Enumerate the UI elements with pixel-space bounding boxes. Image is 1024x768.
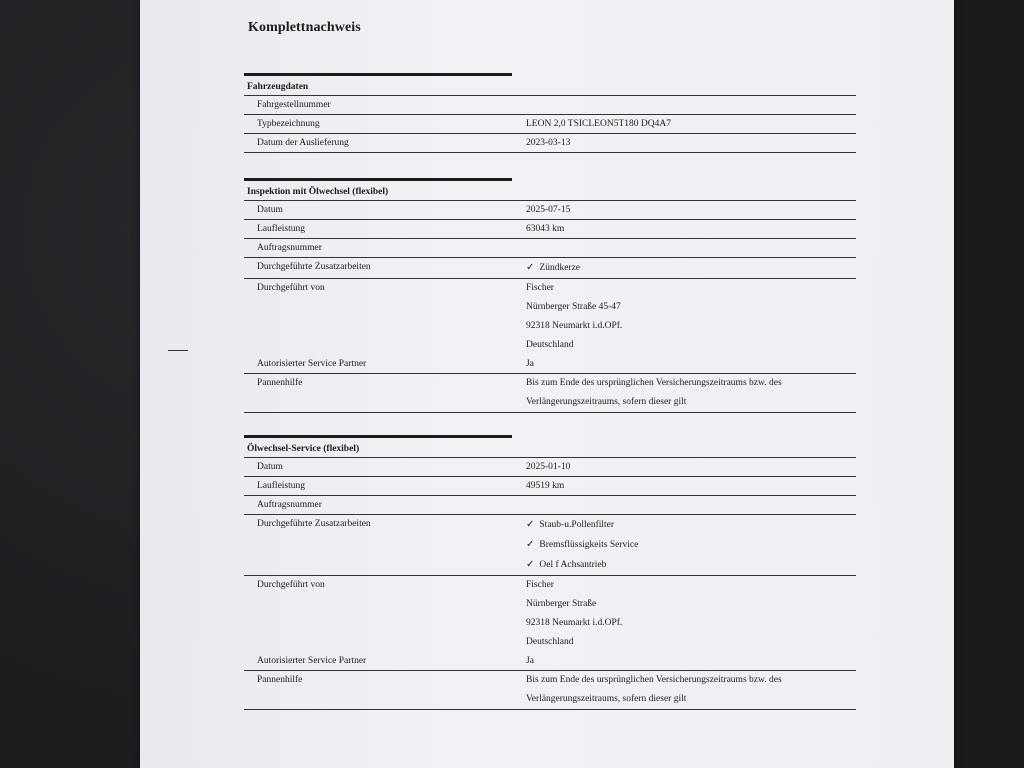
row-value <box>508 239 856 257</box>
document-title: Komplettnachweis <box>248 20 361 35</box>
table-row <box>244 258 856 279</box>
row-value <box>508 576 856 652</box>
address-line: Deutschland <box>526 340 574 350</box>
table-row <box>244 220 856 239</box>
address-line: 92318 Neumarkt i.d.OPf. <box>526 321 623 331</box>
table-row <box>244 279 856 355</box>
row-label: Datum <box>257 205 283 215</box>
row-value <box>508 374 856 412</box>
text-line: Verlängerungszeitraums, sofern dieser gilt <box>526 694 687 704</box>
document-page <box>140 0 954 768</box>
table-row <box>244 115 856 134</box>
row-value: 2025-01-10 <box>526 462 571 472</box>
table-row <box>244 477 856 496</box>
row-label: Pannenhilfe <box>257 378 303 388</box>
row-label: Durchgeführte Zusatzarbeiten <box>257 262 371 272</box>
row-value: LEON 2,0 TSICLEON5T180 DQ4A7 <box>526 119 671 129</box>
section-heading: Ölwechsel-Service (flexibel) <box>244 438 856 458</box>
row-label: Durchgeführte Zusatzarbeiten <box>257 519 371 529</box>
row-label: Pannenhilfe <box>257 675 303 685</box>
check-item: ✓ Bremsflüssigkeits Service <box>526 535 856 555</box>
text-line: Bis zum Ende des ursprünglichen Versicherungszeitraums bzw. des <box>526 378 782 388</box>
section-heading: Fahrzeugdaten <box>244 76 856 96</box>
vehicle-section <box>244 73 856 153</box>
address-line: Nürnberger Straße 45-47 <box>526 302 621 312</box>
row-value <box>508 96 856 114</box>
row-label: Fahrgestellnummer <box>257 100 331 110</box>
margin-mark <box>168 350 188 351</box>
table-row <box>244 515 856 576</box>
section-heading: Inspektion mit Ölwechsel (flexibel) <box>244 181 856 201</box>
row-value: Ja <box>526 656 534 666</box>
row-label: Durchgeführt von <box>257 580 325 590</box>
check-item: ✓ Oel f Achsantrieb <box>526 555 856 575</box>
row-label: Datum <box>257 462 283 472</box>
address-line: Fischer <box>526 283 554 293</box>
table-row <box>244 374 856 413</box>
row-label: Laufleistung <box>257 224 306 234</box>
row-value: 63043 km <box>526 224 565 234</box>
row-label: Autorisierter Service Partner <box>257 359 367 369</box>
row-label: Autorisierter Service Partner <box>257 656 367 666</box>
row-value: 49519 km <box>526 481 565 491</box>
address-line: Fischer <box>526 580 554 590</box>
row-label: Auftragsnummer <box>257 243 322 253</box>
row-label: Durchgeführt von <box>257 283 325 293</box>
table-row <box>244 201 856 220</box>
row-label: Datum der Auslieferung <box>257 138 349 148</box>
row-label: Auftragsnummer <box>257 500 322 510</box>
text-line: Verlängerungszeitraums, sofern dieser gilt <box>526 397 687 407</box>
row-value <box>508 258 856 278</box>
table-row <box>244 96 856 115</box>
table-row <box>244 458 856 477</box>
table-row <box>244 355 856 374</box>
table-row <box>244 576 856 652</box>
table-row <box>244 671 856 710</box>
check-item: ✓ Zündkerze <box>526 258 856 278</box>
row-value: Ja <box>526 359 534 369</box>
row-value <box>508 671 856 709</box>
table-row <box>244 496 856 515</box>
address-line: Nürnberger Straße <box>526 599 597 609</box>
address-line: 92318 Neumarkt i.d.OPf. <box>526 618 623 628</box>
row-value <box>508 496 856 514</box>
check-item: ✓ Staub-u.Pollenfilter <box>526 515 856 535</box>
table-row <box>244 239 856 258</box>
table-row <box>244 134 856 153</box>
table-row <box>244 652 856 671</box>
row-value: 2025-07-15 <box>526 205 571 215</box>
row-label: Laufleistung <box>257 481 306 491</box>
row-value <box>508 515 856 575</box>
row-value: 2023-03-13 <box>526 138 571 148</box>
row-value <box>508 279 856 355</box>
inspection-section <box>244 178 856 413</box>
text-line: Bis zum Ende des ursprünglichen Versicherungszeitraums bzw. des <box>526 675 782 685</box>
address-line: Deutschland <box>526 637 574 647</box>
row-label: Typbezeichnung <box>257 119 320 129</box>
oilchange-section <box>244 435 856 710</box>
